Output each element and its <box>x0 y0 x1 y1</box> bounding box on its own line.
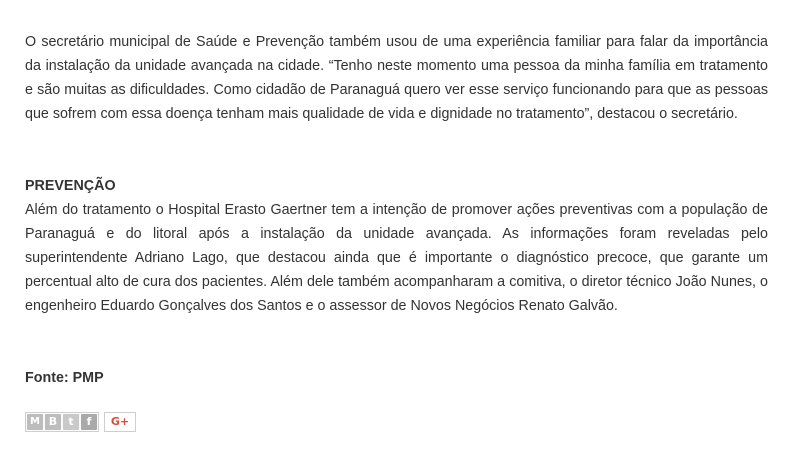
facebook-icon[interactable]: f <box>81 414 97 430</box>
email-icon[interactable]: M <box>27 414 43 430</box>
blogger-icon[interactable]: B <box>45 414 61 430</box>
article-paragraph: O secretário municipal de Saúde e Prevenção também usou de uma experiência familiar para falar da importância da instalação da unidade avançada na cidade. “Tenho neste momento uma pessoa da minha família em tratamento e são muitas as dificuldades. Como cidadão de Paranaguá quero ver esse serviço funcionando para que as pessoas que sofrem com essa doença tenham mais qualidade de vida e dignidade no tratamento”, destacou o secretário. <box>25 34 768 122</box>
google-plus-icon[interactable]: G+ <box>104 412 136 432</box>
spacer <box>25 318 768 366</box>
spacer <box>25 126 768 174</box>
share-bar <box>25 412 136 432</box>
article-body <box>25 30 768 390</box>
twitter-icon[interactable]: t <box>63 414 79 430</box>
article-paragraph: Além do tratamento o Hospital Erasto Gaertner tem a intenção de promover ações preventivas com a população de Paranaguá e do litoral após a instalação da unidade avançada. As informações foram reveladas pelo superintendente Adriano Lago, que destacou ainda que é importante o diagnóstico precoce, que garante um percentual alto de cura dos pacientes. Além dele também acompanharam a comitiva, o diretor técnico João Nunes, o engenheiro Eduardo Gonçalves dos Santos e o assessor de Novos Negócios Renato Galvão. <box>25 202 768 314</box>
section-heading: PREVENÇÃO <box>25 178 116 194</box>
article-source: Fonte: PMP <box>25 370 104 386</box>
share-button-group <box>25 412 99 432</box>
